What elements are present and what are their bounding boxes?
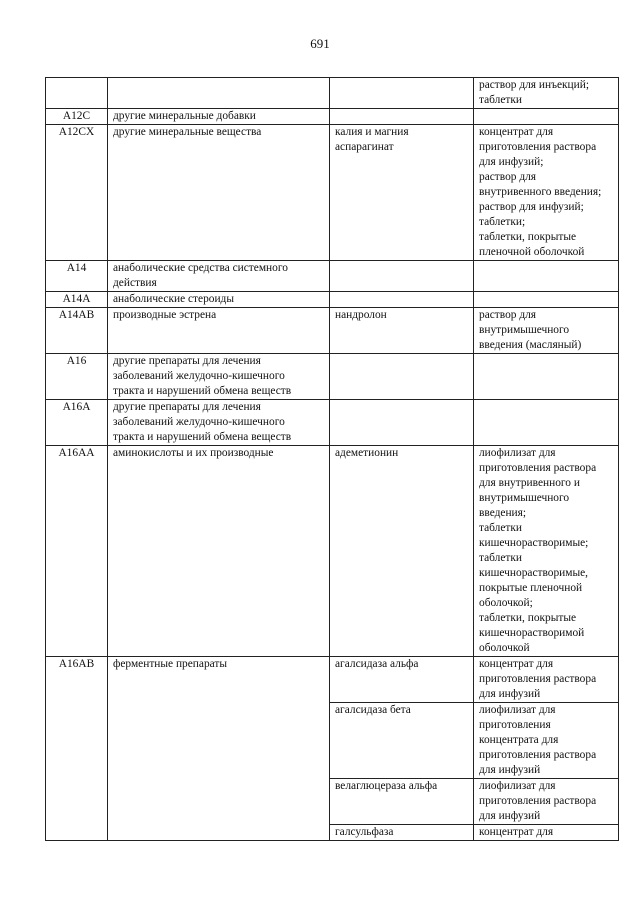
atc-code-cell: A12CX [46, 125, 108, 261]
group-cell: анаболические стероиды [108, 292, 330, 308]
table-row [46, 261, 619, 292]
table-row [46, 446, 619, 657]
dosage-form-cell: лиофилизат для приготовления раствора для инфузий [474, 779, 619, 825]
atc-code-cell: A14A [46, 292, 108, 308]
dosage-form-cell: лиофилизат для приготовления раствора для внутривенного и внутримышечного введения; таблетки кишечнорастворимые; таблетки кишечнорастворимые, покрытые пленочной оболочкой; таблетки, покрытые кишечнорастворимой оболочкой [474, 446, 619, 657]
table-row [46, 109, 619, 125]
group-cell: другие минеральные вещества [108, 125, 330, 261]
atc-code-cell: A14 [46, 261, 108, 292]
substance-cell: галсульфаза [330, 825, 474, 841]
page-number: 691 [310, 36, 330, 51]
table-row [46, 308, 619, 354]
dosage-form-cell: концентрат для приготовления раствора для инфузий [474, 657, 619, 703]
group-cell [108, 78, 330, 109]
substance-cell: калия и магния аспарагинат [330, 125, 474, 261]
atc-code-cell: A12C [46, 109, 108, 125]
dosage-form-cell: концентрат для [474, 825, 619, 841]
substance-cell: велаглюцераза альфа [330, 779, 474, 825]
substance-cell [330, 78, 474, 109]
dosage-form-cell [474, 292, 619, 308]
atc-code-cell: A16AA [46, 446, 108, 657]
group-cell: анаболические средства системного действия [108, 261, 330, 292]
substance-cell: агалсидаза бета [330, 703, 474, 779]
atc-code-cell: A14AB [46, 308, 108, 354]
substance-cell [330, 109, 474, 125]
dosage-form-cell: концентрат для приготовления раствора для инфузий; раствор для внутривенного введения; раствор для инфузий; таблетки; таблетки, покрытые пленочной оболочкой [474, 125, 619, 261]
dosage-form-cell [474, 109, 619, 125]
dosage-form-cell: лиофилизат для приготовления концентрата для приготовления раствора для инфузий [474, 703, 619, 779]
group-cell: производные эстрена [108, 308, 330, 354]
table-row [46, 400, 619, 446]
dosage-form-cell [474, 354, 619, 400]
group-cell: другие минеральные добавки [108, 109, 330, 125]
substance-cell: нандролон [330, 308, 474, 354]
table-row [46, 292, 619, 308]
table-row [46, 354, 619, 400]
atc-code-cell: A16 [46, 354, 108, 400]
substance-cell: агалсидаза альфа [330, 657, 474, 703]
dosage-form-cell [474, 261, 619, 292]
substance-cell [330, 261, 474, 292]
group-cell: другие препараты для лечения заболеваний желудочно-кишечного тракта и нарушений обмена веществ [108, 400, 330, 446]
table-row [46, 657, 619, 703]
substance-cell [330, 400, 474, 446]
atc-code-cell: A16AB [46, 657, 108, 841]
table-row [46, 78, 619, 109]
atc-code-cell: A16A [46, 400, 108, 446]
group-cell: аминокислоты и их производные [108, 446, 330, 657]
group-cell: другие препараты для лечения заболеваний желудочно-кишечного тракта и нарушений обмена веществ [108, 354, 330, 400]
table-row [46, 125, 619, 261]
substance-cell [330, 292, 474, 308]
substance-cell [330, 354, 474, 400]
dosage-form-cell: раствор для инъекций; таблетки [474, 78, 619, 109]
drug-table [45, 77, 619, 841]
group-cell: ферментные препараты [108, 657, 330, 841]
substance-cell: адеметионин [330, 446, 474, 657]
dosage-form-cell: раствор для внутримышечного введения (масляный) [474, 308, 619, 354]
atc-code-cell [46, 78, 108, 109]
dosage-form-cell [474, 400, 619, 446]
